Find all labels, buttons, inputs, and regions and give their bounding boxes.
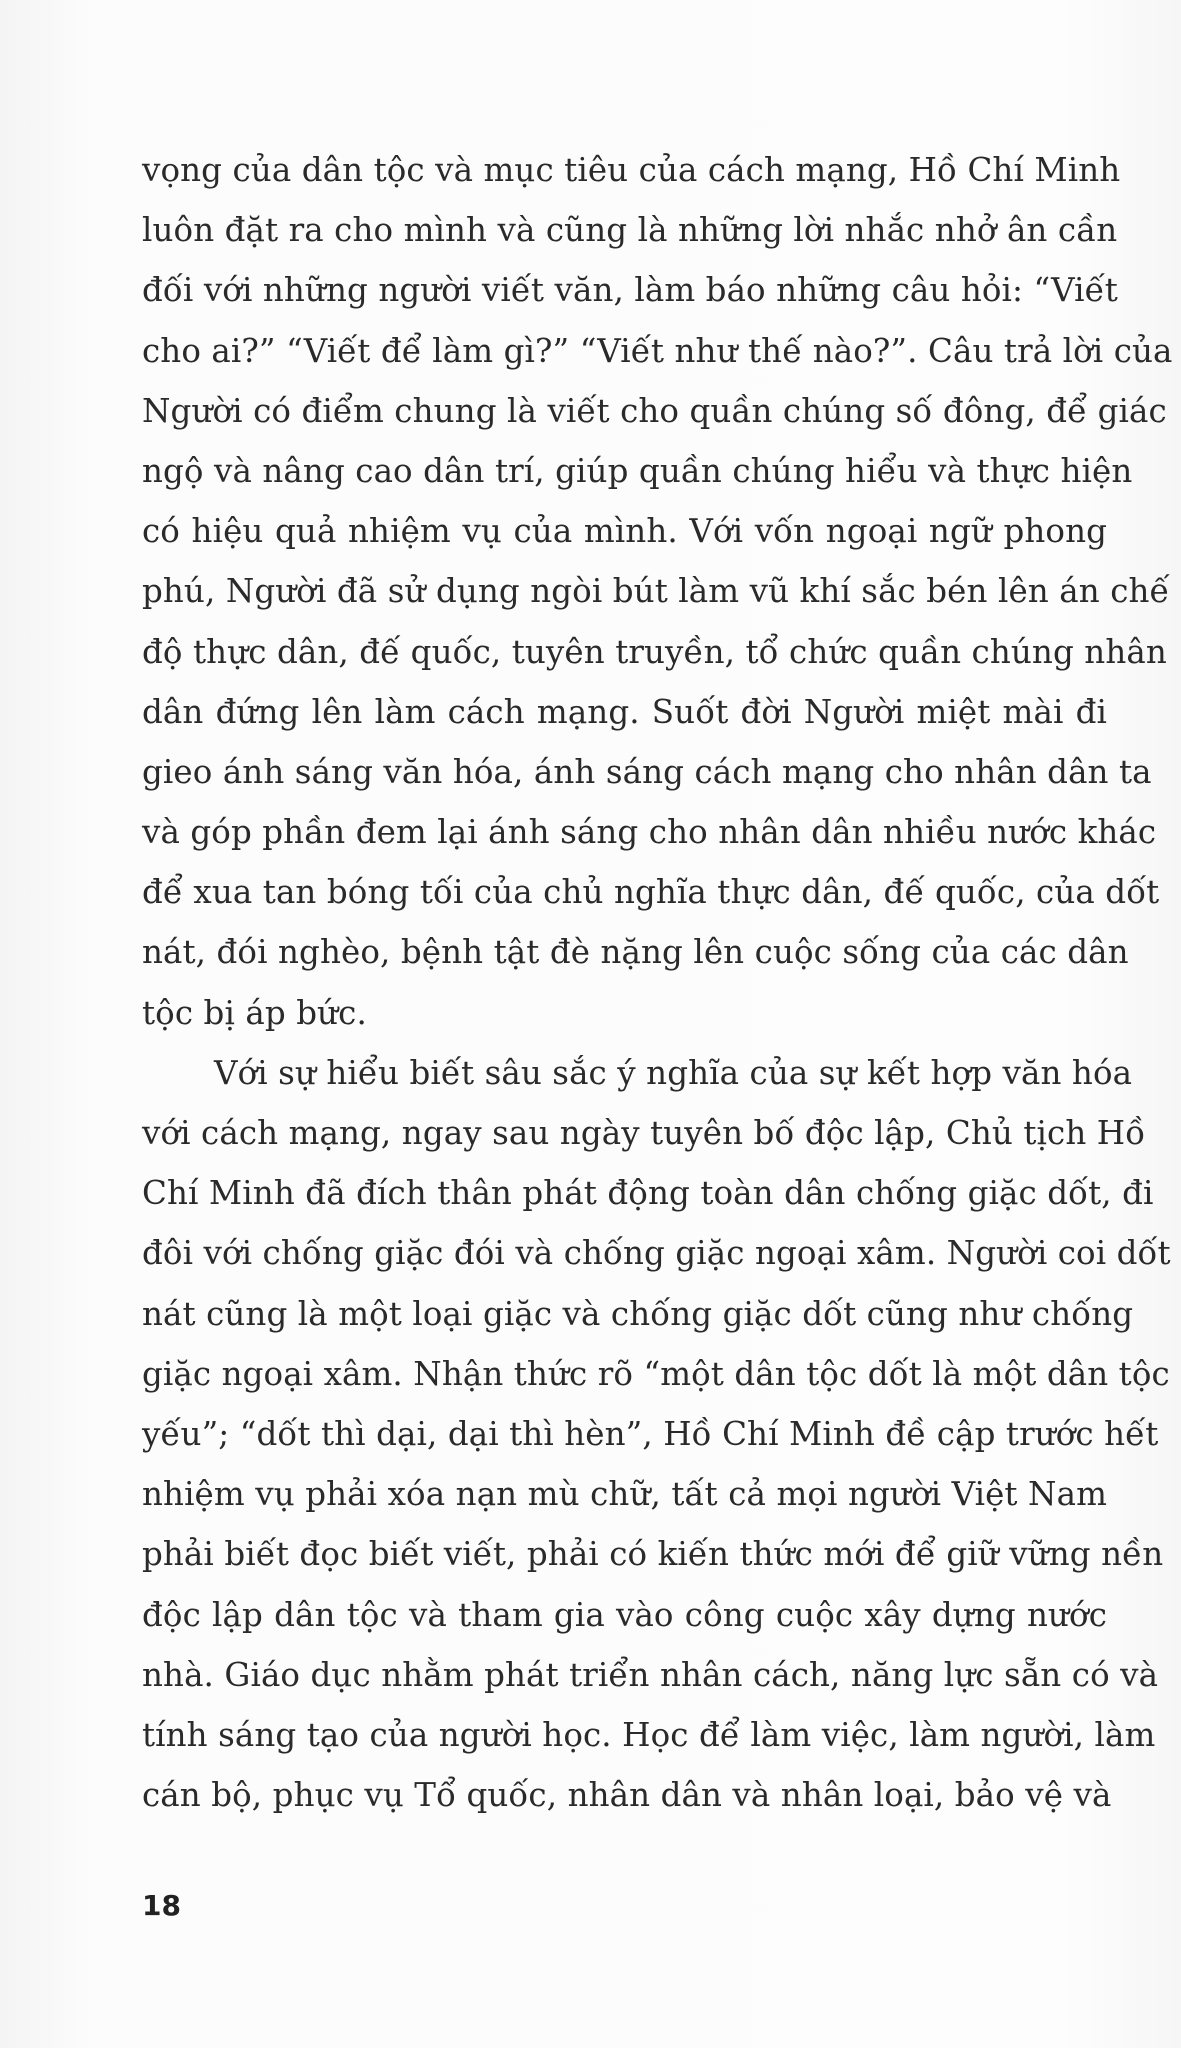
text-line: dân đứng lên làm cách mạng. Suốt đời Người miệt mài đi [142,692,1107,731]
text-line: với cách mạng, ngay sau ngày tuyên bố độc lập, Chủ tịch Hồ [142,1114,1146,1152]
text-line: Chí Minh đã đích thân phát động toàn dân chống giặc dốt, đi [142,1174,1154,1213]
text-line: gieo ánh sáng văn hóa, ánh sáng cách mạng cho nhân dân ta [142,752,1152,791]
text-line-paragraph-end: tộc bị áp bức. [142,993,367,1032]
body-text [142,140,1173,1825]
text-line: độ thực dân, đế quốc, tuyên truyền, tổ chức quần chúng nhân [142,632,1167,671]
text-line: yếu”; “dốt thì dại, dại thì hèn”, Hồ Chí Minh đề cập trước hết [142,1414,1159,1453]
text-line: cho ai?” “Viết để làm gì?” “Viết như thế nào?”. Câu trả lời của [142,331,1173,370]
text-line: vọng của dân tộc và mục tiêu của cách mạng, Hồ Chí Minh [142,151,1121,189]
text-line: giặc ngoại xâm. Nhận thức rõ “một dân tộc dốt là một dân tộc [142,1354,1170,1393]
text-line: phải biết đọc biết viết, phải có kiến thức mới để giữ vững nền [142,1535,1164,1574]
text-line: cán bộ, phục vụ Tổ quốc, nhân dân và nhân loại, bảo vệ và [142,1776,1112,1815]
text-line: nhà. Giáo dục nhằm phát triển nhân cách, năng lực sẵn có và [142,1655,1159,1694]
text-line: phú, Người đã sử dụng ngòi bút làm vũ khí sắc bén lên án chế [142,572,1170,611]
text-line: độc lập dân tộc và tham gia vào công cuộc xây dựng nước [142,1595,1107,1634]
text-line: để xua tan bóng tối của chủ nghĩa thực dân, đế quốc, của dốt [142,873,1160,912]
text-line: và góp phần đem lại ánh sáng cho nhân dân nhiều nước khác [142,813,1157,852]
text-line: có hiệu quả nhiệm vụ của mình. Với vốn ngoại ngữ phong [142,512,1107,551]
page-number: 18 [142,1889,181,1922]
text-line: nhiệm vụ phải xóa nạn mù chữ, tất cả mọi người Việt Nam [142,1475,1107,1514]
text-line-paragraph-start: Với sự hiểu biết sâu sắc ý nghĩa của sự kết hợp văn hóa [214,1053,1133,1092]
text-line: đôi với chống giặc đói và chống giặc ngoại xâm. Người coi dốt [142,1234,1171,1273]
text-line: tính sáng tạo của người học. Học để làm việc, làm người, làm [142,1715,1156,1754]
text-line: luôn đặt ra cho mình và cũng là những lời nhắc nhở ân cần [142,211,1118,250]
text-line: đối với những người viết văn, làm báo những câu hỏi: “Viết [142,271,1118,310]
text-line: Người có điểm chung là viết cho quần chúng số đông, để giác [142,391,1167,430]
text-line: nát, đói nghèo, bệnh tật đè nặng lên cuộc sống của các dân [142,933,1129,972]
text-line: ngộ và nâng cao dân trí, giúp quần chúng hiểu và thực hiện [142,451,1133,490]
text-line: nát cũng là một loại giặc và chống giặc dốt cũng như chống [142,1294,1134,1333]
